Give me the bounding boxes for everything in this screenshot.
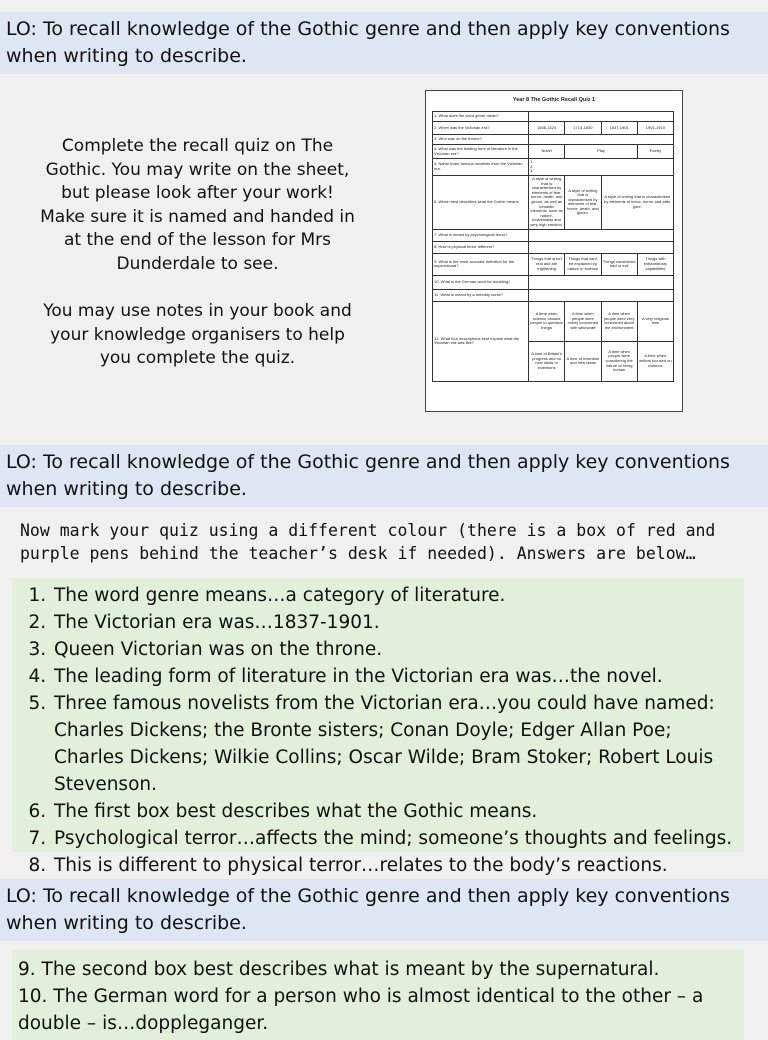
answer-item: 3. Queen Victorian was on the throne. [52, 636, 734, 663]
answers-continued-box [12, 950, 744, 1040]
quiz-q10: 10. What is the German word for doubling? [433, 275, 529, 289]
quiz-q3: 3. Who was on the throne? [433, 135, 529, 145]
quiz-option: A style of writing that is characterised by elements of fear, horror, death, and gloom, as well as romantic elements, such as nature, individuality and very high emotion. [529, 175, 565, 229]
quiz-q11: 11. What is meant by a heredity curse? [433, 289, 529, 301]
answer-item: 9. The second box best describes what is meant by the supernatural. [18, 959, 660, 980]
quiz-option: A time when writers focused on violence [637, 341, 673, 381]
quiz-option: A style of writing that is characterised by elements of terror, horror and after gore. [601, 175, 674, 229]
instruction-paragraph-2: You may use notes in your book and your knowledge organisers to help you complete the quiz. [43, 301, 352, 368]
quiz-q9: 9. What is the most accurate definition for the supernatural? [433, 253, 529, 275]
quiz-q12: 12. What four descriptions best explain what the Victorian era was like? [433, 301, 529, 381]
quiz-answer-cell [529, 275, 674, 289]
quiz-table [432, 111, 674, 382]
quiz-option: Things that aren't real and are frightening [529, 253, 565, 275]
quiz-answer-cell [529, 289, 674, 301]
quiz-option: Poetry [637, 145, 673, 159]
quiz-option: A time of Britain's progress and no new ideas or inventions [529, 341, 565, 381]
quiz-q2: 2. When was the Victorian era? [433, 122, 529, 135]
quiz-option: 1714-1830 [565, 122, 601, 135]
quiz-option: 1837-1901 [601, 122, 637, 135]
quiz-sheet-title: Year 8 The Gothic Recall Quiz 1 [512, 97, 596, 103]
slide2-lo-banner: LO: To recall knowledge of the Gothic genre and then apply key conventions when writing to describe. [0, 445, 768, 507]
instruction-paragraph-1: Complete the recall quiz on The Gothic. You may write on the sheet, but please look after your work! Make sure it is named and handed in at the end of the lesson for Mrs Dunderdale to see. [40, 136, 355, 274]
quiz-option: Things considered bad or evil [601, 253, 637, 275]
quiz-answer-cell [529, 229, 674, 241]
answer-item: 1. The word genre means…a category of literature. [52, 582, 734, 609]
quiz-option: Play [565, 145, 638, 159]
slide3-lo-banner: LO: To recall knowledge of the Gothic genre and then apply key conventions when writing to describe. [0, 879, 768, 941]
quiz-answer-cell [529, 112, 674, 122]
answer-item: 2. The Victorian era was…1837-1901. [52, 609, 734, 636]
answer-item: 5. Three famous novelists from the Victorian era…you could have named: Charles Dickens; the Bronte sisters; Conan Doyle; Edger Allan Poe; Charles Dickens; Wilkie Collins; Oscar Wilde; Bram Stoker; Robert Louis Stevenson. [52, 690, 734, 798]
quiz-sheet-image [425, 90, 683, 412]
answer-item: 6. The first box best describes what the Gothic means. [52, 798, 734, 825]
quiz-q6: 6. Which best describes what the Gothic means. [433, 175, 529, 229]
quiz-answer-cell [529, 135, 674, 145]
slide1-instructions [40, 135, 355, 371]
marking-instructions: Now mark your quiz using a different colour (there is a box of red and purple pens behind the teacher’s desk if needed). Answers are below… [20, 521, 716, 563]
answers-list-box [12, 578, 744, 876]
quiz-q8: 8. How is physical terror different? [433, 241, 529, 253]
quiz-option: Things that can't be explained by nature or science [565, 253, 601, 275]
slide1-lo-banner: LO: To recall knowledge of the Gothic genre and then apply key conventions when writing to describe. [0, 12, 768, 74]
quiz-option: A time when science caused people to question things [529, 301, 565, 341]
quiz-q5: 5. Name three famous novelists from the Victorian era. [433, 159, 529, 176]
answer-item: 4. The leading form of literature in the Victorian era was…the novel. [52, 663, 734, 690]
answer-item: 10. The German word for a person who is almost identical to the other – a double – is…doppleganger. [18, 986, 704, 1034]
quiz-option: A time of invention and new ideas [565, 341, 601, 381]
answers-list [12, 578, 744, 883]
quiz-q1: 1. What does the word genre mean? [433, 112, 529, 122]
quiz-option: A time when people were very concerned about the environment [601, 301, 637, 341]
quiz-option: A time when people were overly concerned with witchcraft [565, 301, 601, 341]
quiz-q4: 4. What was the leading form of literature in the Victorian era? [433, 145, 529, 159]
answer-item: 7. Psychological terror…affects the mind; someone’s thoughts and feelings. [52, 825, 734, 852]
quiz-option: A very religious time [637, 301, 673, 341]
quiz-answer-lines: 1. 2. 3. [529, 159, 674, 176]
quiz-answer-cell [529, 241, 674, 253]
quiz-option: Things with extraordinary capabilities [637, 253, 673, 275]
quiz-option: A style of writing that is characterised by elements of fear, horror, death, and gloom. [565, 175, 601, 229]
quiz-option: Novel [529, 145, 565, 159]
quiz-option: A time when people were considering the nature of being human [601, 341, 637, 381]
answer-item: 8. This is different to physical terror…relates to the body’s reactions. [52, 852, 734, 879]
quiz-option: 1558-1524 [529, 122, 565, 135]
quiz-q7: 7. What is meant by psychological terror? [433, 229, 529, 241]
quiz-option: 1901-1910 [637, 122, 673, 135]
